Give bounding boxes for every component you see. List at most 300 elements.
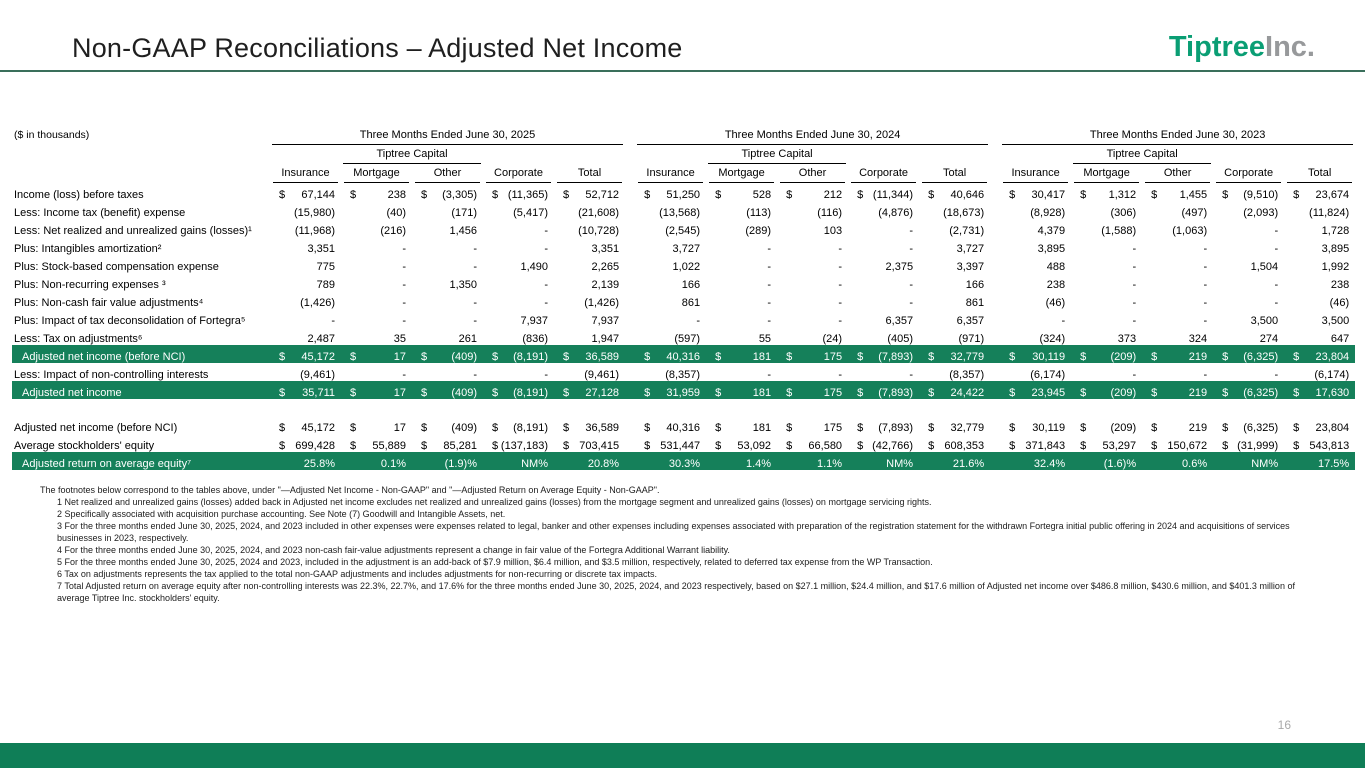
value-cell <box>1213 434 1284 452</box>
money-value <box>777 189 842 201</box>
value-cell: - <box>1203 243 1208 255</box>
footnote-line: 7 Total Adjusted return on average equity after non-controlling interests was 22.3%, 22.7%, and 17.6% for the three months ended June 30, 2025, 2024, and 2023 respectively, based on $27.1 million, $24.4 million, and $17.6 million of Adjusted net income over $486.8 million, $430.6 million, and $401.3 million of average Tiptree Inc. stockholders' equity. <box>57 581 1295 603</box>
value-cell: NM% <box>1213 452 1284 470</box>
value-cell: - <box>473 369 477 381</box>
amount: 85,281 <box>443 440 477 452</box>
currency-symbol: $ <box>1080 440 1087 452</box>
value-cell: - <box>838 369 843 381</box>
currency-symbol: $ <box>1293 387 1300 399</box>
amount: 219 <box>1188 351 1208 363</box>
footnote-line: 3 For the three months ended June 30, 2025, 2024, and 2023 included in other expenses were expenses related to legal, banker and other expenses including expenses associated with preparation of the registration statement for the withdrawn Fortegra initial public offering in 2024 and acquisitions of services businesses in 2023, respectively. <box>57 521 1290 543</box>
value-cell <box>341 416 412 434</box>
column-header <box>1000 164 1071 183</box>
money-value <box>706 351 771 363</box>
column-header-text: Mortgage <box>1074 165 1139 183</box>
value-cell: - <box>402 279 406 291</box>
page-number: 16 <box>1277 718 1291 732</box>
currency-symbol: $ <box>1293 440 1300 452</box>
group-gap <box>625 381 635 399</box>
currency-symbol: $ <box>715 422 722 434</box>
value-cell: - <box>909 279 914 291</box>
footnote-line: 6 Tax on adjustments represents the tax applied to the total non-GAAP adjustments and includes adjustments for non-recurring or discrete tax impacts. <box>57 569 657 579</box>
subgroup-title <box>1071 145 1213 164</box>
currency-symbol: $ <box>563 351 570 363</box>
value-cell: - <box>838 243 843 255</box>
amount: 219 <box>1188 387 1208 399</box>
amount: 543,813 <box>1309 440 1350 452</box>
period-title <box>635 122 990 145</box>
group-gap <box>990 309 1000 327</box>
value-cell <box>848 345 919 363</box>
value-cell <box>412 416 483 434</box>
value-cell <box>1000 434 1071 452</box>
value-cell <box>1071 381 1142 399</box>
money-value <box>270 440 335 452</box>
value-cell: (15,980) <box>294 207 335 219</box>
column-header <box>1213 164 1284 183</box>
money-value <box>706 387 771 399</box>
value-cell: 238 <box>1046 279 1066 291</box>
amount: 30,417 <box>1031 189 1066 201</box>
subgroup-title <box>706 145 848 164</box>
value-cell: - <box>473 315 477 327</box>
money-value <box>848 422 913 434</box>
money-value <box>483 189 548 201</box>
value-cell: - <box>838 279 843 291</box>
value-cell <box>919 416 990 434</box>
value-cell <box>919 381 990 399</box>
amount: 55,889 <box>372 440 406 452</box>
value-cell <box>706 434 777 452</box>
money-value <box>270 351 335 363</box>
footnote-line: 5 For the three months ended June 30, 2025, 2024 and 2023, included in the adjustment is an add-back of $7.9 million, $6.4 million, and $3.5 million, respectively, related to deferred tax expense from the WP Transaction. <box>57 557 933 567</box>
column-header-text: Insurance <box>273 165 338 183</box>
value-cell: 238 <box>1330 279 1350 291</box>
amount: 45,172 <box>301 422 335 434</box>
value-cell <box>554 416 625 434</box>
money-value <box>777 387 842 399</box>
row-label: Adjusted net income (before NCI) <box>12 345 270 363</box>
amount: 23,804 <box>1315 351 1350 363</box>
value-cell <box>919 434 990 452</box>
value-cell <box>483 434 554 452</box>
value-cell: - <box>1203 279 1208 291</box>
amount: 175 <box>823 351 843 363</box>
footnote-line: 4 For the three months ended June 30, 2025, 2024, and 2023 non-cash fair-value adjustments represent a change in fair value of the Fortegra Additional Warrant liability. <box>57 545 730 555</box>
amount: 181 <box>752 422 772 434</box>
footnotes <box>40 484 1325 604</box>
amount: (9,510) <box>1243 189 1279 201</box>
amount: (8,191) <box>513 422 548 434</box>
money-value <box>919 422 984 434</box>
group-gap <box>990 183 1000 201</box>
currency-symbol: $ <box>715 351 722 363</box>
money-value <box>1071 189 1136 201</box>
currency-symbol: $ <box>279 440 286 452</box>
amount: 40,316 <box>666 422 701 434</box>
money-value <box>635 422 700 434</box>
value-cell: (8,928) <box>1030 207 1066 219</box>
group-gap <box>625 416 635 434</box>
value-cell: (5,417) <box>513 207 548 219</box>
money-value <box>341 189 406 201</box>
value-cell: (289) <box>745 225 772 237</box>
money-value <box>635 351 700 363</box>
value-cell <box>1142 416 1213 434</box>
value-cell: 1.4% <box>706 452 777 470</box>
money-value <box>635 189 700 201</box>
subgroup-title-text: Tiptree Capital <box>343 148 481 164</box>
currency-symbol: $ <box>563 387 570 399</box>
amount: 53,297 <box>1102 440 1137 452</box>
currency-symbol: $ <box>563 189 570 201</box>
currency-symbol: $ <box>1293 422 1300 434</box>
column-header-text: Other <box>415 165 480 183</box>
value-cell <box>1000 183 1071 201</box>
money-value <box>412 440 477 452</box>
row-label: Plus: Non-cash fair value adjustments⁴ <box>14 297 204 309</box>
value-cell <box>1284 434 1355 452</box>
value-cell: (11,968) <box>294 225 335 237</box>
value-cell: - <box>1274 369 1279 381</box>
column-header <box>554 164 625 183</box>
column-header-text: Corporate <box>1216 165 1281 183</box>
amount: 699,428 <box>295 440 335 452</box>
row-label: Adjusted net income <box>12 381 270 399</box>
value-cell: 2,139 <box>591 279 620 291</box>
subgroup-title-text: Tiptree Capital <box>708 148 846 164</box>
value-cell: 0.6% <box>1142 452 1213 470</box>
money-value <box>1000 440 1065 452</box>
value-cell: NM% <box>483 452 554 470</box>
amount: 17 <box>393 351 406 363</box>
table-row <box>12 219 1355 237</box>
value-cell <box>635 381 706 399</box>
money-value <box>848 440 913 452</box>
currency-symbol: $ <box>1222 440 1229 452</box>
row-label: Plus: Intangibles amortization² <box>14 243 162 255</box>
empty-cell <box>1000 145 1071 164</box>
value-cell: - <box>1132 261 1137 273</box>
value-cell: - <box>767 297 772 309</box>
period-title-text: Three Months Ended June 30, 2025 <box>272 129 623 145</box>
amount: 35,711 <box>302 387 335 399</box>
group-gap <box>625 452 635 470</box>
value-cell: 3,895 <box>1037 243 1066 255</box>
column-header <box>848 164 919 183</box>
value-cell: 35 <box>393 333 406 345</box>
value-cell: - <box>767 243 772 255</box>
currency-symbol: $ <box>644 440 651 452</box>
value-cell: - <box>1274 225 1279 237</box>
money-value <box>919 387 984 399</box>
money-value <box>483 440 548 452</box>
value-cell: (1,426) <box>300 297 335 309</box>
table-row <box>12 291 1355 309</box>
value-cell: 30.3% <box>635 452 706 470</box>
value-cell: - <box>1132 369 1137 381</box>
currency-symbol: $ <box>857 189 864 201</box>
value-cell: - <box>402 369 406 381</box>
value-cell: 6,357 <box>956 315 985 327</box>
logo-secondary-text: Inc. <box>1265 31 1315 63</box>
footnote-line: 1 Net realized and unrealized gains (losses) added back in Adjusted net income excludes net realized and unrealized gains (losses) from the mortgage segment and unrealized gains (losses) on mortgage servicing rights. <box>57 497 932 507</box>
currency-symbol: $ <box>350 189 357 201</box>
currency-symbol: $ <box>279 351 286 363</box>
currency-symbol: $ <box>492 440 499 452</box>
value-cell: - <box>838 297 843 309</box>
value-cell: 2,265 <box>591 261 620 273</box>
group-gap <box>990 452 1000 470</box>
table-row <box>12 309 1355 327</box>
value-cell <box>635 183 706 201</box>
amount: 36,589 <box>585 422 620 434</box>
value-cell <box>1213 183 1284 201</box>
money-value <box>341 387 406 399</box>
group-gap <box>990 237 1000 255</box>
value-cell: (171) <box>451 207 477 219</box>
value-cell: 261 <box>458 333 477 345</box>
value-cell: 7,937 <box>591 315 620 327</box>
money-value <box>412 387 477 399</box>
amount: 24,422 <box>950 387 985 399</box>
group-gap <box>990 122 1000 145</box>
currency-symbol: $ <box>1009 387 1016 399</box>
money-value <box>1213 387 1278 399</box>
amount: 181 <box>752 387 772 399</box>
table-body <box>12 183 1355 470</box>
group-gap <box>625 219 635 237</box>
money-value <box>1071 351 1136 363</box>
amount: (7,893) <box>878 422 914 434</box>
amount: 175 <box>823 422 843 434</box>
value-cell: - <box>544 279 548 291</box>
column-header-text: Total <box>557 165 622 183</box>
value-cell: 103 <box>823 225 843 237</box>
value-cell: - <box>909 243 914 255</box>
money-value <box>1284 189 1349 201</box>
group-gap <box>625 291 635 309</box>
value-cell: - <box>767 369 772 381</box>
amount: 40,646 <box>950 189 985 201</box>
amount: (7,893) <box>878 387 914 399</box>
money-value <box>1071 387 1136 399</box>
value-cell <box>777 416 848 434</box>
value-cell: 3,727 <box>956 243 985 255</box>
currency-symbol: $ <box>421 440 428 452</box>
column-header <box>341 164 412 183</box>
currency-symbol: $ <box>279 387 286 399</box>
value-cell <box>1213 345 1284 363</box>
column-header <box>270 164 341 183</box>
value-cell: - <box>1132 279 1137 291</box>
value-cell <box>777 434 848 452</box>
row-label: Less: Net realized and unrealized gains (losses)¹ <box>14 225 252 237</box>
column-header <box>1284 164 1355 183</box>
value-cell <box>1000 381 1071 399</box>
row-label: Income (loss) before taxes <box>14 189 144 201</box>
subgroup-title-text: Tiptree Capital <box>1073 148 1211 164</box>
empty-cell <box>554 145 625 164</box>
currency-symbol: $ <box>1151 387 1158 399</box>
currency-symbol: $ <box>786 189 793 201</box>
money-value <box>412 189 477 201</box>
value-cell: 1,490 <box>520 261 548 273</box>
value-cell: 1.1% <box>777 452 848 470</box>
value-cell <box>1142 345 1213 363</box>
amount: 371,843 <box>1025 440 1066 452</box>
currency-symbol: $ <box>928 387 935 399</box>
value-cell: (324) <box>1039 333 1066 345</box>
value-cell: (497) <box>1181 207 1208 219</box>
money-value <box>554 351 619 363</box>
value-cell: - <box>767 261 772 273</box>
table-wrap <box>12 122 1365 470</box>
value-cell: - <box>1132 297 1137 309</box>
value-cell: 2,375 <box>885 261 914 273</box>
amount: 23,945 <box>1031 387 1066 399</box>
row-label: Less: Impact of non-controlling interests <box>14 369 209 381</box>
value-cell: 4,379 <box>1037 225 1066 237</box>
value-cell: 6,357 <box>885 315 914 327</box>
value-cell: (24) <box>822 333 843 345</box>
value-cell: 3,351 <box>307 243 335 255</box>
value-cell: 861 <box>965 297 985 309</box>
reconciliation-table <box>12 122 1355 470</box>
value-cell <box>706 183 777 201</box>
group-gap <box>625 345 635 363</box>
group-gap <box>625 273 635 291</box>
amount: (209) <box>1110 351 1137 363</box>
money-value <box>1000 422 1065 434</box>
value-cell: (1,588) <box>1101 225 1137 237</box>
currency-symbol: $ <box>1009 351 1016 363</box>
money-value <box>1284 440 1349 452</box>
row-label: Less: Income tax (benefit) expense <box>14 207 186 219</box>
value-cell <box>1142 434 1213 452</box>
amount: 45,172 <box>301 351 335 363</box>
table-row <box>12 237 1355 255</box>
amount: 212 <box>823 189 843 201</box>
value-cell <box>270 345 341 363</box>
money-value <box>483 387 548 399</box>
empty-cell <box>1213 145 1284 164</box>
currency-symbol: $ <box>928 351 935 363</box>
empty-cell <box>483 145 554 164</box>
value-cell <box>1284 381 1355 399</box>
row-label: Plus: Impact of tax deconsolidation of Fortegra⁵ <box>14 315 246 327</box>
currency-symbol: $ <box>786 422 793 434</box>
money-value <box>1213 422 1278 434</box>
value-cell: 1,504 <box>1250 261 1279 273</box>
group-gap <box>990 164 1000 183</box>
amount: 67,144 <box>301 189 335 201</box>
row-label: Less: Tax on adjustments⁶ <box>14 333 143 345</box>
money-value <box>1000 387 1065 399</box>
value-cell: NM% <box>848 452 919 470</box>
money-value <box>1284 351 1349 363</box>
value-cell: (10,728) <box>578 225 620 237</box>
money-value <box>270 189 335 201</box>
money-value <box>554 422 619 434</box>
value-cell: - <box>402 297 406 309</box>
value-cell: 32.4% <box>1000 452 1071 470</box>
value-cell: (113) <box>746 207 772 219</box>
currency-symbol: $ <box>786 387 793 399</box>
subgroup-title <box>341 145 483 164</box>
currency-symbol: $ <box>1151 440 1158 452</box>
value-cell: 3,500 <box>1250 315 1279 327</box>
value-cell: - <box>544 225 548 237</box>
currency-symbol: $ <box>1293 189 1300 201</box>
amount: (11,365) <box>507 189 548 201</box>
group-gap <box>990 255 1000 273</box>
table-row <box>12 255 1355 273</box>
value-cell: - <box>1132 243 1137 255</box>
value-cell: 2,487 <box>307 333 335 345</box>
group-gap <box>990 219 1000 237</box>
table-row <box>12 345 1355 363</box>
value-cell: (18,673) <box>943 207 985 219</box>
header-row-columns <box>12 164 1355 183</box>
amount: 608,353 <box>944 440 985 452</box>
column-header <box>919 164 990 183</box>
amount: 150,672 <box>1167 440 1208 452</box>
value-cell: (21,608) <box>578 207 620 219</box>
row-label: Plus: Non-recurring expenses ³ <box>14 279 166 291</box>
group-gap <box>990 273 1000 291</box>
money-value <box>1000 189 1065 201</box>
money-value <box>1142 422 1207 434</box>
group-gap <box>990 291 1000 309</box>
amount: 32,779 <box>950 351 985 363</box>
currency-symbol: $ <box>1293 351 1300 363</box>
row-label: Average stockholders' equity <box>14 440 155 452</box>
column-header <box>635 164 706 183</box>
amount: (8,191) <box>513 387 548 399</box>
empty-cell <box>1284 145 1355 164</box>
table-row <box>12 381 1355 399</box>
value-cell: (971) <box>958 333 985 345</box>
money-value <box>919 189 984 201</box>
money-value <box>1142 440 1207 452</box>
group-gap <box>990 201 1000 219</box>
value-cell: - <box>838 315 843 327</box>
currency-symbol: $ <box>421 422 428 434</box>
value-cell: 324 <box>1188 333 1208 345</box>
money-value <box>777 440 842 452</box>
money-value <box>1213 189 1278 201</box>
value-cell <box>341 345 412 363</box>
table-row <box>12 327 1355 345</box>
group-gap <box>625 164 635 183</box>
value-cell: 21.6% <box>919 452 990 470</box>
amount: 1,312 <box>1108 189 1137 201</box>
empty-cell <box>12 145 270 164</box>
page-title: Non-GAAP Reconciliations – Adjusted Net Income <box>72 33 683 63</box>
amount: 52,712 <box>585 189 620 201</box>
currency-symbol: $ <box>1009 440 1016 452</box>
money-value <box>341 440 406 452</box>
logo-primary-text: Tiptree <box>1168 31 1266 63</box>
footer-bar <box>0 743 1365 768</box>
period-title-text: Three Months Ended June 30, 2024 <box>637 129 988 145</box>
value-cell <box>554 345 625 363</box>
money-value <box>1071 440 1136 452</box>
value-cell <box>635 416 706 434</box>
value-cell <box>1000 345 1071 363</box>
value-cell <box>1142 183 1213 201</box>
